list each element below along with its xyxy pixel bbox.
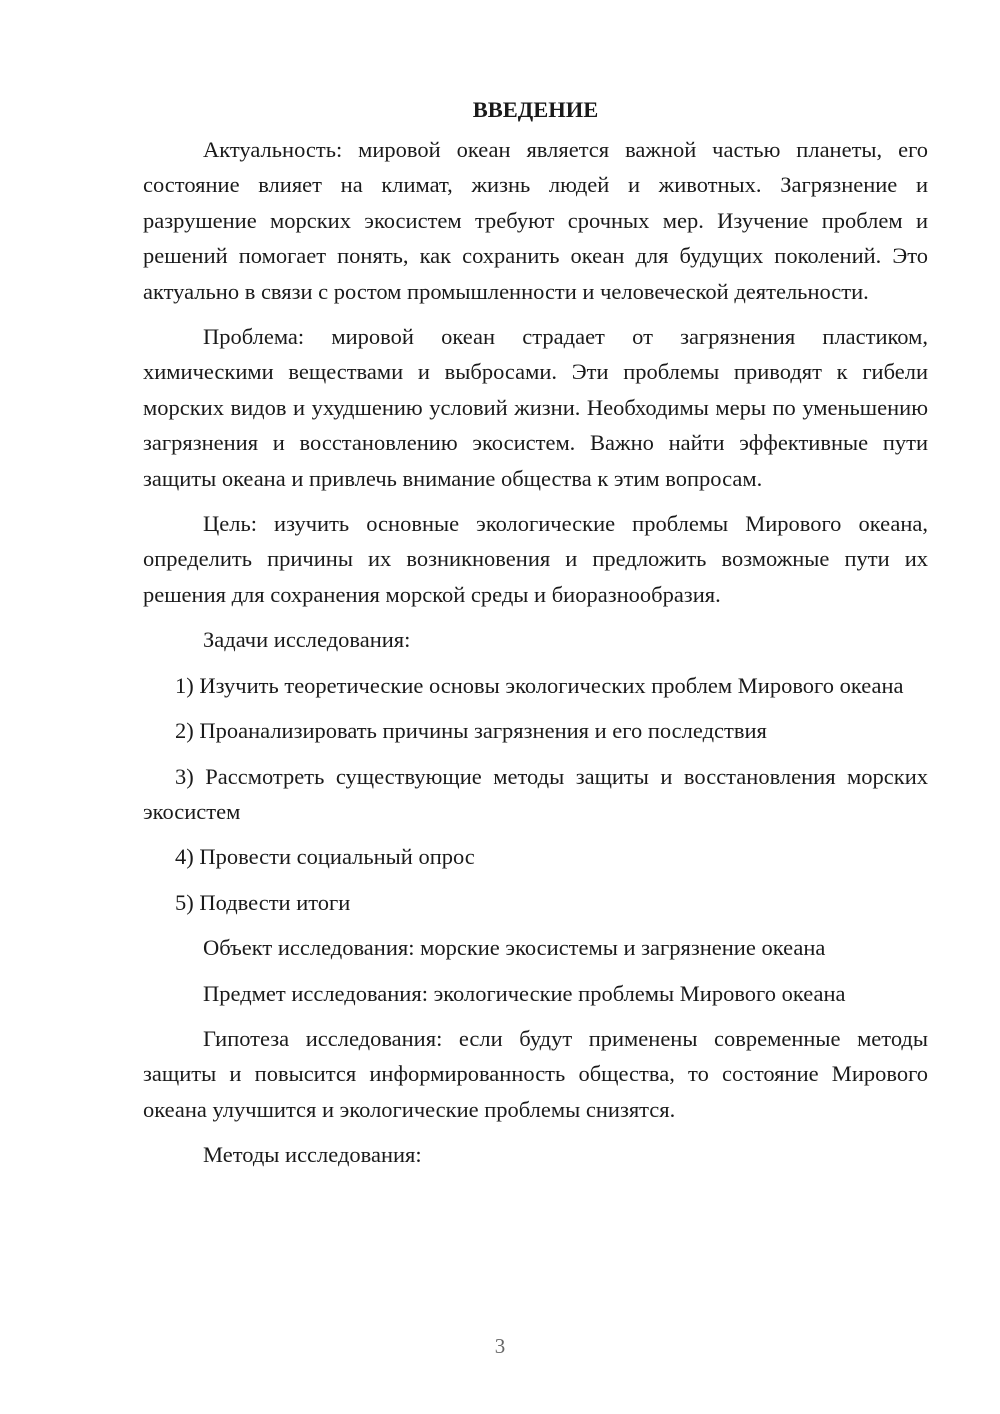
task-item-5: 5) Подвести итоги [175,889,351,915]
relevance-paragraph: Актуальность: мировой океан является важной частью планеты, его состояние влияет на климат, жизнь людей и животных. Загрязнение и разрушение морских экосистем требуют срочных мер. Изучение проблем и решений помогает понять, как сохранить океан для будущих поколений. Это актуально в связи с ростом промышленности и человеческой деятельности. [143,137,928,304]
document-page [143,92,928,1183]
object-paragraph: Объект исследования: морские экосистемы и загрязнение океана [203,935,826,961]
page-number: 3 [494,1334,506,1358]
subject-paragraph: Предмет исследования: экологические проблемы Мирового океана [203,980,846,1006]
task-item-1: 1) Изучить теоретические основы экологических проблем Мирового океана [175,672,904,698]
problem-paragraph: Проблема: мировой океан страдает от загрязнения пластиком, химическими веществами и выбросами. Эти проблемы приводят к гибели морских видов и ухудшению условий жизни. Необходимы меры по уменьшению загрязнения и восстановлению экосистем. Важно найти эффективные пути защиты океана и привлечь внимание общества к этим вопросам. [143,324,928,491]
tasks-heading: Задачи исследования: [203,627,411,653]
task-item-2: 2) Проанализировать причины загрязнения и его последствия [175,718,767,744]
goal-paragraph: Цель: изучить основные экологические проблемы Мирового океана, определить причины их возникновения и предложить возможные пути их решения для сохранения морской среды и биоразнообразия. [143,511,928,607]
methods-heading: Методы исследования: [203,1142,422,1168]
section-title: ВВЕДЕНИЕ [472,97,599,122]
task-item-3: 3) Рассмотреть существующие методы защиты и восстановления морских экосистем [143,763,928,824]
task-item-4: 4) Провести социальный опрос [175,844,475,870]
hypothesis-paragraph: Гипотеза исследования: если будут применены современные методы защиты и повысится информированность общества, то состояние Мирового океана улучшится и экологические проблемы снизятся. [143,1025,928,1122]
